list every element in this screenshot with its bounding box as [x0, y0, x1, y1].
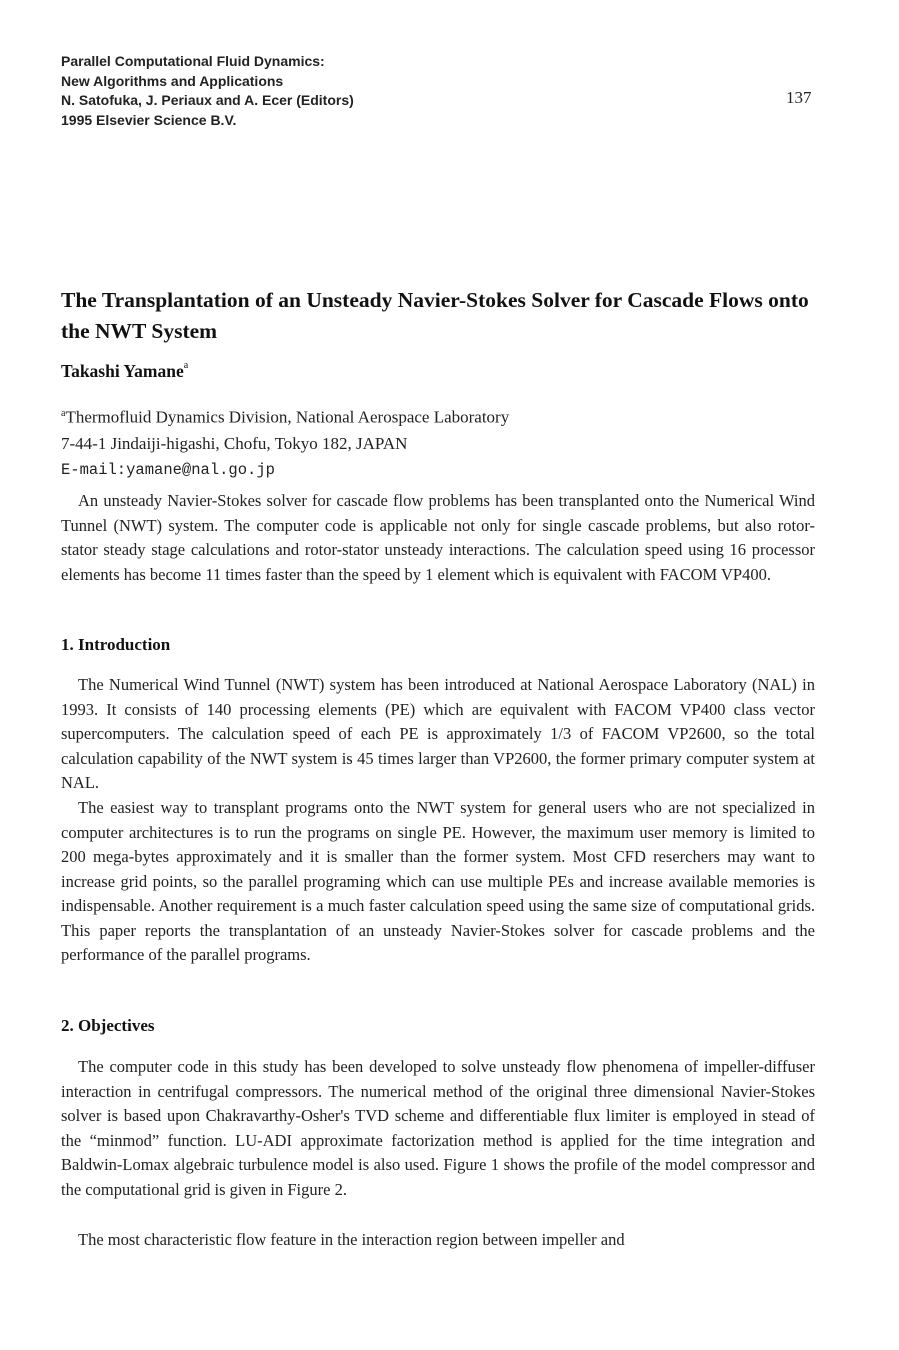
affiliation-institution: Thermofluid Dynamics Division, National Aerospace Laboratory: [65, 407, 510, 427]
header-line: N. Satofuka, J. Periaux and A. Ecer (Editors): [61, 92, 354, 108]
section-heading-introduction: 1. Introduction: [61, 635, 171, 654]
paragraph: The most characteristic flow feature in the interaction region between impeller and: [78, 1230, 625, 1249]
paper-title: The Transplantation of an Unsteady Navier-Stokes Solver for Cascade Flows onto the NWT System: [61, 288, 809, 343]
author-affiliation-mark: a: [183, 360, 189, 372]
running-header: [61, 52, 461, 130]
author-name: Takashi Yamane: [61, 361, 184, 381]
author-email: E-mail:yamane@nal.go.jp: [61, 460, 275, 479]
header-line: New Algorithms and Applications: [61, 72, 284, 89]
header-line: Parallel Computational Fluid Dynamics:: [61, 53, 325, 69]
section-heading-objectives: 2. Objectives: [61, 1016, 155, 1035]
page-number: 137: [786, 88, 812, 107]
paragraph: The computer code in this study has been developed to solve unsteady flow phenomena of impeller-diffuser interaction in centrifugal compressors. The numerical method of the original three dimensional Navier-Stokes solver is based upon Chakravarthy-Osher's TVD scheme and differentiable flux limiter is employed in stead of the “minmod” function. LU-ADI approximate factorization method is applied for the time integration and Baldwin-Lomax algebraic turbulence model is also used. Figure 1 shows the profile of the model compressor and the computational grid is given in Figure 2.: [61, 1057, 815, 1199]
author: [61, 361, 188, 382]
abstract: An unsteady Navier-Stokes solver for cascade flow problems has been transplanted onto the Numerical Wind Tunnel (NWT) system. The computer code is applicable not only for single cascade problems, but also rotor-stator steady stage calculations and rotor-stator unsteady interactions. The calculation speed using 16 processor elements has become 11 times faster than the speed by 1 element which is equivalent with FACOM VP400.: [61, 491, 815, 584]
affiliation-address: 7-44-1 Jindaiji-higashi, Chofu, Tokyo 182, JAPAN: [61, 433, 408, 453]
header-line: 1995 Elsevier Science B.V.: [61, 111, 237, 128]
affiliation-mark: a: [61, 408, 66, 419]
paragraph: The Numerical Wind Tunnel (NWT) system has been introduced at National Aerospace Laboratory (NAL) in 1993. It consists of 140 processing elements (PE) which are equivalent with FACOM VP400 class vector supercomputers. The calculation speed of each PE is approximately 1/3 of FACOM VP2600, so the total calculation capability of the NWT system is 45 times larger than VP2600, the former primary computer system at NAL.: [61, 675, 815, 792]
affiliation: [61, 401, 841, 483]
paragraph: The easiest way to transplant programs onto the NWT system for general users who are not specialized in computer architectures is to run the programs on single PE. However, the maximum user memory is limited to 200 mega-bytes approximately and it is smaller than the former system. Most CFD reserchers may want to increase grid points, so the parallel programing which can use multiple PEs and increase available memories is indispensable. Another requirement is a much faster calculation speed using the same size of computational grids. This paper reports the transplantation of an unsteady Navier-Stokes solver for cascade problems and the performance of the parallel programs.: [61, 798, 815, 964]
